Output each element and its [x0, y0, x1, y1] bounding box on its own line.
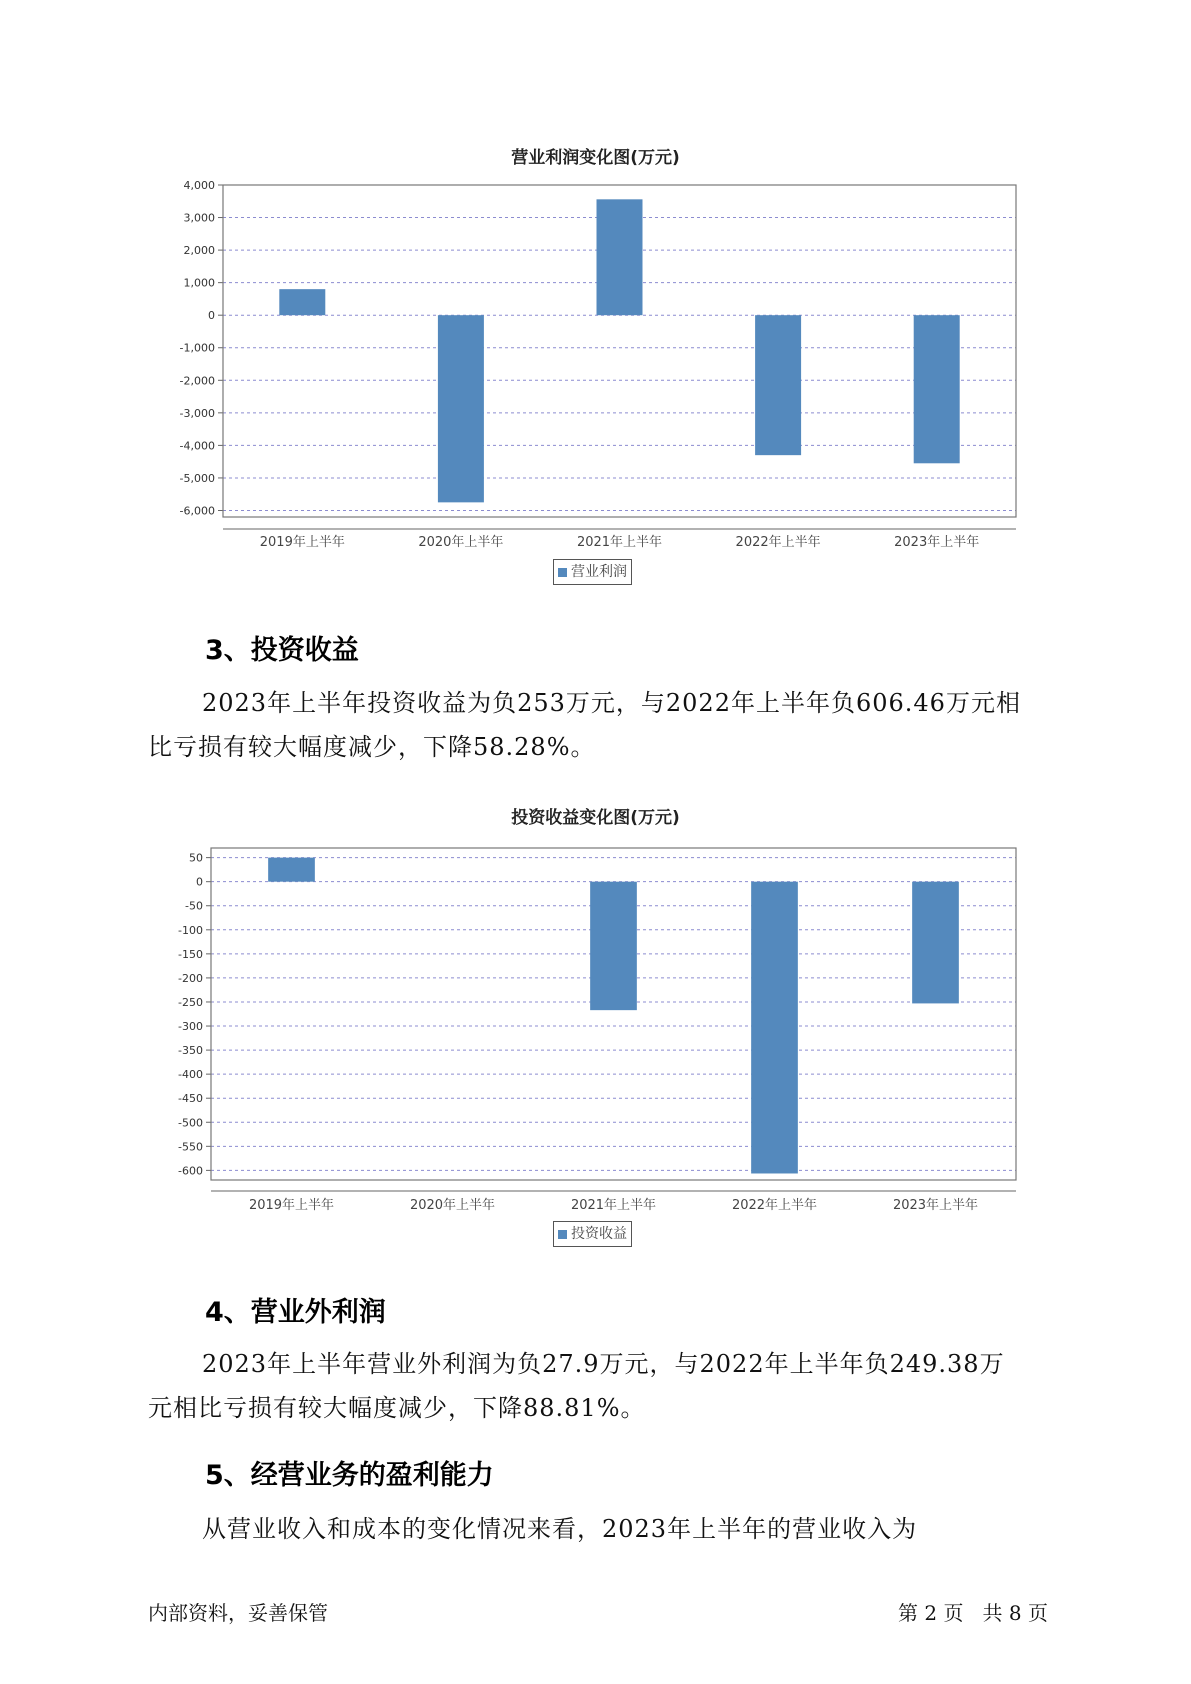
x-tick-label: 2019年上半年 [259, 535, 345, 550]
x-tick-label: 2020年上半年 [418, 535, 504, 550]
paragraph-line-1: 2023年上半年营业外利润为负27.9万元，与2022年上半年负249.38万 [202, 1350, 1005, 1378]
paragraph-profitability [148, 1507, 1068, 1551]
x-tick-label: 2019年上半年 [248, 1198, 335, 1213]
y-tick-label: 3,000 [183, 211, 215, 225]
chart-title: 营业利润变化图(万元) [511, 148, 680, 168]
paragraph-line-1: 2023年上半年投资收益为负253万元，与2022年上半年负606.46万元相 [202, 689, 1021, 717]
paragraph-line-1: 从营业收入和成本的变化情况来看，2023年上半年的营业收入为 [202, 1515, 918, 1543]
chart-legend [553, 1221, 632, 1247]
paragraph-line [148, 1342, 1068, 1386]
y-tick-label: -500 [178, 1116, 203, 1130]
x-tick-label: 2022年上半年 [731, 1198, 818, 1213]
bar [912, 882, 959, 1004]
section-heading-investment-income: 3、投资收益 [205, 635, 359, 666]
y-tick-label: -450 [178, 1092, 203, 1106]
section-heading-profitability: 5、经营业务的盈利能力 [205, 1460, 494, 1491]
y-tick-label: 2,000 [183, 244, 215, 258]
y-tick-label: -4,000 [179, 439, 215, 453]
paragraph-line [148, 1386, 1068, 1430]
x-tick-label: 2020年上半年 [409, 1198, 496, 1213]
y-tick-label: -5,000 [179, 471, 215, 485]
x-tick-label: 2023年上半年 [894, 535, 980, 550]
paragraph-line-2: 元相比亏损有较大幅度减少，下降88.81%。 [148, 1394, 646, 1422]
y-tick-label: 1,000 [183, 276, 215, 290]
legend-label: 投资收益 [571, 1226, 627, 1242]
y-tick-label: -2,000 [179, 374, 215, 388]
x-tick-label: 2021年上半年 [570, 1198, 657, 1213]
x-tick-label: 2023年上半年 [892, 1198, 979, 1213]
y-tick-label: -600 [178, 1164, 203, 1178]
y-tick-label: -3,000 [179, 406, 215, 420]
y-tick-label: -1,000 [179, 341, 215, 355]
paragraph-line-2: 比亏损有较大幅度减少，下降58.28%。 [148, 733, 596, 761]
y-tick-label: 4,000 [183, 179, 215, 192]
y-tick-label: -350 [178, 1044, 203, 1058]
y-tick-label: -200 [178, 971, 203, 985]
footer-page-number: 第 2 页 共 8 页 [898, 1601, 1048, 1625]
bar [590, 882, 637, 1010]
y-tick-label: -150 [178, 947, 203, 961]
legend-label: 营业利润 [571, 564, 627, 580]
y-tick-label: -400 [178, 1068, 203, 1082]
bar [751, 882, 798, 1174]
bar [268, 858, 315, 882]
paragraph-non-operating-profit [148, 1342, 1068, 1430]
x-tick-label: 2021年上半年 [576, 535, 663, 550]
footer-left: 内部资料，妥善保管 [148, 1601, 328, 1625]
y-tick-label: -300 [178, 1020, 203, 1034]
y-tick-label: -6,000 [179, 504, 215, 518]
y-tick-label: 0 [196, 875, 203, 889]
y-tick-label: -100 [178, 923, 203, 937]
y-tick-label: 50 [189, 851, 203, 865]
paragraph-line [148, 1507, 1068, 1551]
x-tick-label: 2022年上半年 [735, 535, 821, 550]
y-tick-label: -50 [185, 899, 203, 913]
y-tick-label: 0 [208, 309, 215, 323]
legend-swatch [558, 1230, 567, 1239]
chart-title: 投资收益变化图(万元) [511, 808, 680, 828]
y-tick-label: -250 [178, 995, 203, 1009]
y-tick-label: -550 [178, 1140, 203, 1154]
section-heading-non-operating-profit: 4、营业外利润 [205, 1297, 386, 1328]
